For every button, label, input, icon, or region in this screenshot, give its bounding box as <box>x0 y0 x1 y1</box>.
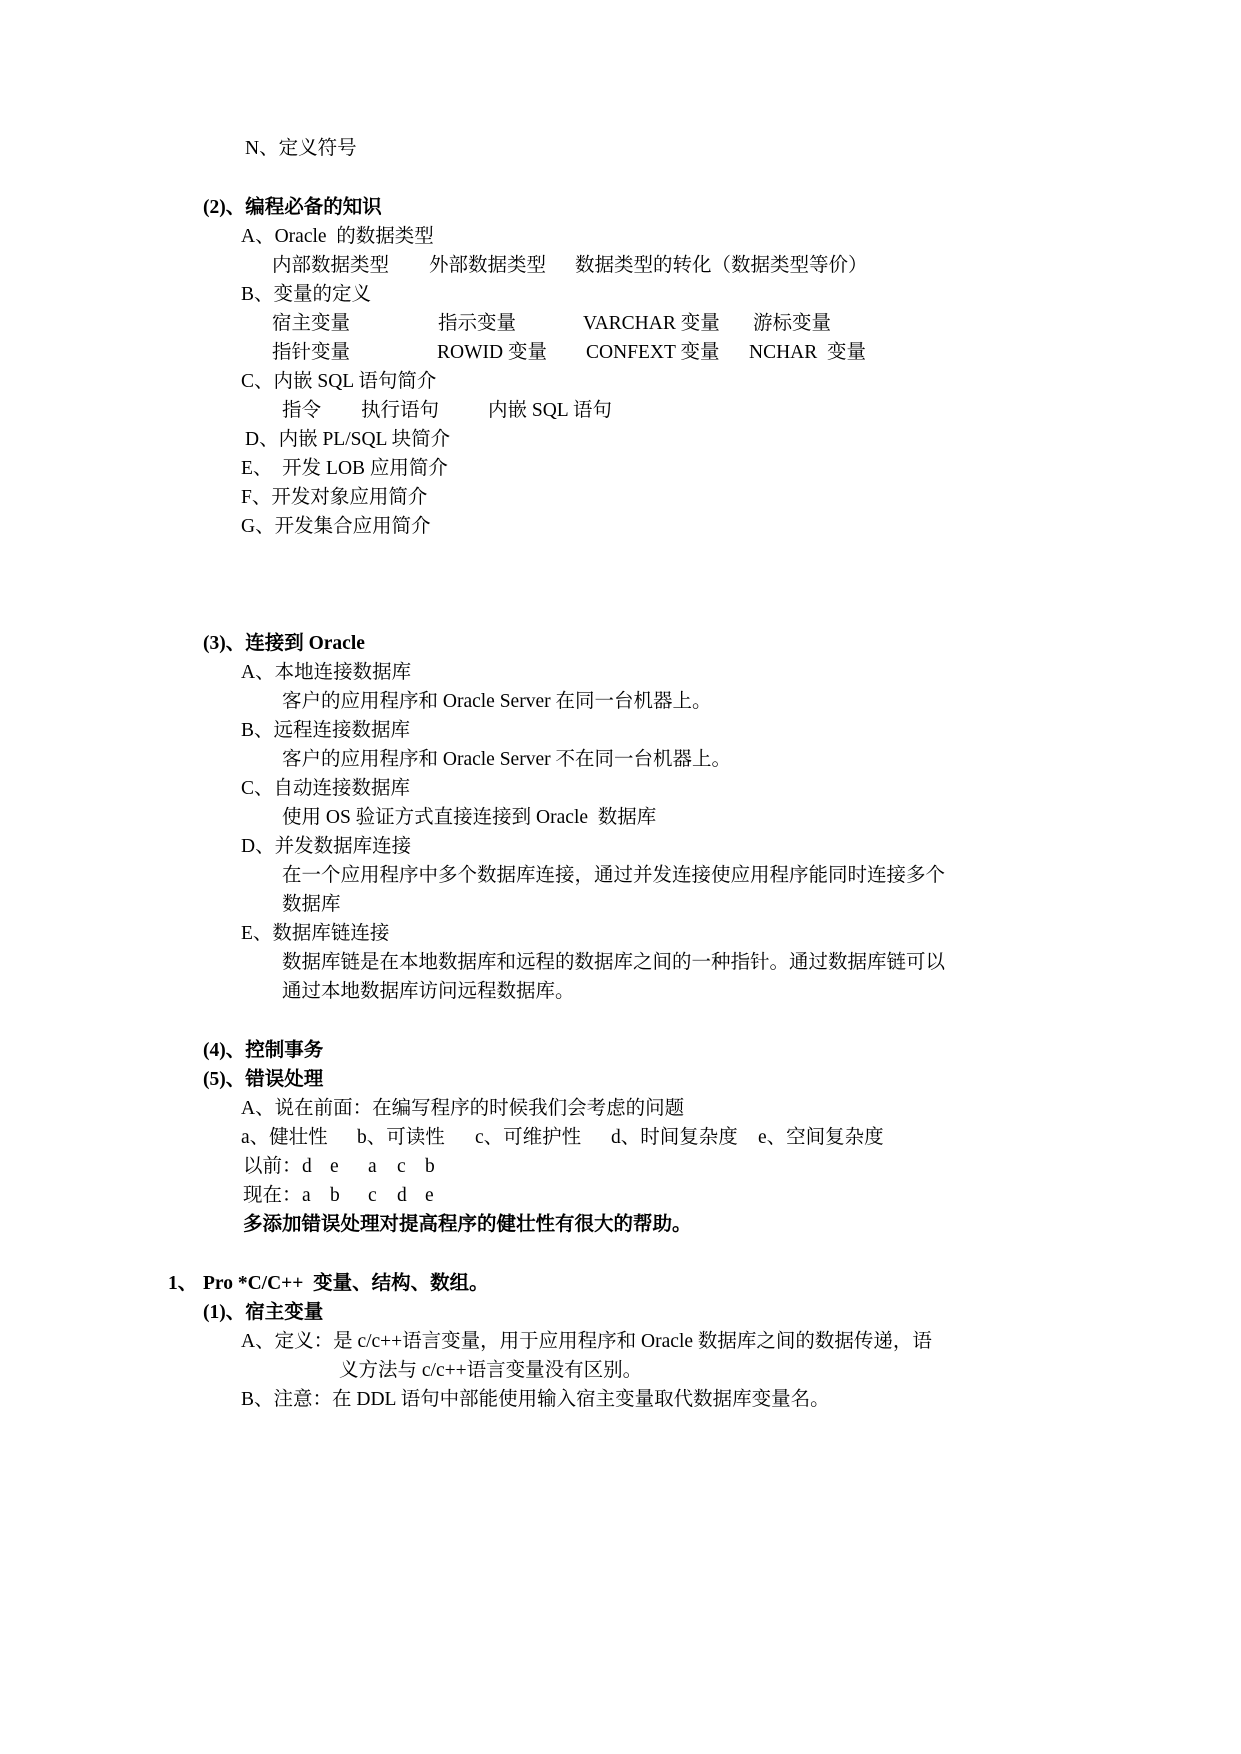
concern-item: e、空间复杂度 <box>758 1127 884 1148</box>
definition-line: A、定义：是 c/c++语言变量，用于应用程序和 Oracle 数据库之间的数据传递，语 <box>241 1331 932 1352</box>
sql-part: 执行语句 <box>361 400 440 421</box>
data-type-internal: 内部数据类型 <box>272 255 390 276</box>
variable-kind: NCHAR 变量 <box>749 342 867 363</box>
section-heading-4: (4)、控制事务 <box>203 1040 324 1061</box>
variable-kind: CONFEXT 变量 <box>586 342 720 363</box>
list-item-n: N、定义符号 <box>245 138 357 159</box>
section-heading-2: (2)、编程必备的知识 <box>203 197 382 218</box>
note-line: B、注意：在 DDL 语句中部能使用输入宿主变量取代数据库变量名。 <box>241 1389 830 1410</box>
subsection-heading: (1)、宿主变量 <box>203 1302 324 1323</box>
list-item-label: E、数据库链连接 <box>241 923 390 944</box>
now-order-item: b <box>330 1185 340 1206</box>
section-intro: A、说在前面：在编写程序的时候我们会考虑的问题 <box>241 1098 685 1119</box>
now-label: 现在： <box>243 1185 302 1206</box>
list-item-label: D、并发数据库连接 <box>241 836 412 857</box>
variable-kind: 游标变量 <box>753 313 832 334</box>
variable-kind: ROWID 变量 <box>437 342 547 363</box>
list-item-description: 客户的应用程序和 Oracle Server 不在同一台机器上。 <box>282 749 731 770</box>
chapter-title: Pro *C/C++ 变量、结构、数组。 <box>203 1273 489 1294</box>
list-item-description: 在一个应用程序中多个数据库连接，通过并发连接使应用程序能同时连接多个 <box>282 865 946 886</box>
list-item-a-oracle-types: A、Oracle 的数据类型 <box>241 226 434 247</box>
list-item-c-embedded-sql: C、内嵌 SQL 语句简介 <box>241 371 437 392</box>
chapter-number: 1、 <box>168 1273 198 1294</box>
list-item-description: 使用 OS 验证方式直接连接到 Oracle 数据库 <box>282 807 657 828</box>
before-label: 以前： <box>243 1156 302 1177</box>
before-order-item: c <box>397 1156 406 1177</box>
variable-kind: 指针变量 <box>272 342 351 363</box>
before-order-item: a <box>368 1156 377 1177</box>
list-item-description: 客户的应用程序和 Oracle Server 在同一台机器上。 <box>282 691 712 712</box>
list-item-e-lob: E、 开发 LOB 应用简介 <box>241 458 448 479</box>
list-item-g-collection: G、开发集合应用简介 <box>241 516 431 537</box>
variable-kind: 指示变量 <box>438 313 517 334</box>
now-order-item: d <box>397 1185 407 1206</box>
list-item-d-plsql: D、内嵌 PL/SQL 块简介 <box>245 429 451 450</box>
list-item-label: A、本地连接数据库 <box>241 662 412 683</box>
before-order-item: b <box>425 1156 435 1177</box>
data-type-conversion: 数据类型的转化（数据类型等价） <box>575 255 868 276</box>
list-item-description: 数据库 <box>282 894 341 915</box>
variable-kind: VARCHAR 变量 <box>583 313 720 334</box>
list-item-label: B、远程连接数据库 <box>241 720 411 741</box>
section-heading-3: (3)、连接到 Oracle <box>203 633 365 654</box>
variable-kind: 宿主变量 <box>272 313 351 334</box>
section-heading-5: (5)、错误处理 <box>203 1069 324 1090</box>
now-order-item: e <box>425 1185 434 1206</box>
concern-item: b、可读性 <box>357 1127 445 1148</box>
list-item-label: C、自动连接数据库 <box>241 778 411 799</box>
sql-part: 指令 <box>282 400 322 421</box>
list-item-b-variables: B、变量的定义 <box>241 284 372 305</box>
data-type-external: 外部数据类型 <box>429 255 547 276</box>
section-conclusion: 多添加错误处理对提高程序的健壮性有很大的帮助。 <box>243 1214 692 1235</box>
before-order-item: e <box>330 1156 339 1177</box>
concern-item: a、健壮性 <box>241 1127 328 1148</box>
now-order-item: a <box>302 1185 311 1206</box>
list-item-description: 通过本地数据库访问远程数据库。 <box>282 981 575 1002</box>
now-order-item: c <box>368 1185 377 1206</box>
concern-item: c、可维护性 <box>475 1127 582 1148</box>
sql-part: 内嵌 SQL 语句 <box>488 400 612 421</box>
list-item-f-object: F、开发对象应用简介 <box>241 487 428 508</box>
concern-item: d、时间复杂度 <box>611 1127 738 1148</box>
definition-line: 义方法与 c/c++语言变量没有区别。 <box>339 1360 643 1381</box>
list-item-description: 数据库链是在本地数据库和远程的数据库之间的一种指针。通过数据库链可以 <box>282 952 946 973</box>
before-order-item: d <box>302 1156 312 1177</box>
